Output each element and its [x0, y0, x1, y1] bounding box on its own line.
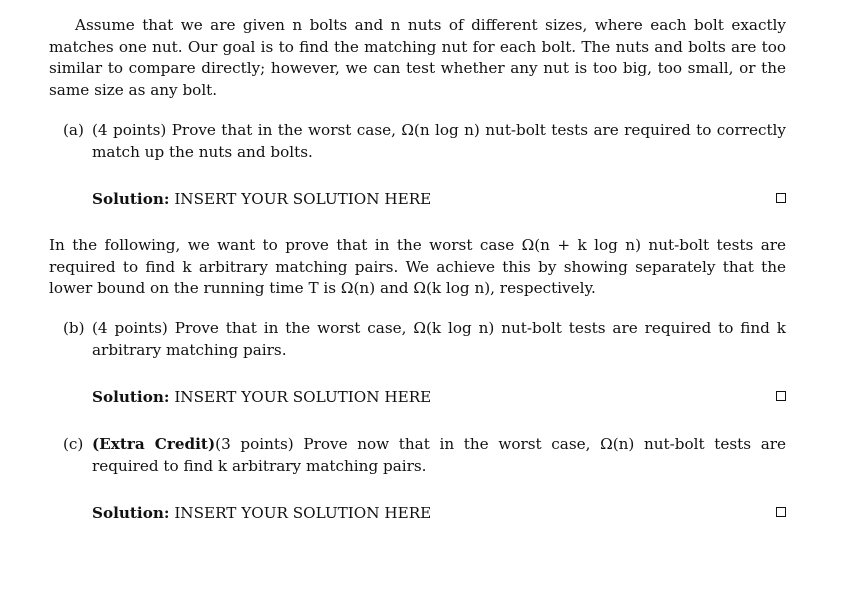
- part-c-text: (3 points) Prove now that in the worst case, Ω(n) nut-bolt tests are required to find k arbitrary matching pairs.: [92, 435, 786, 475]
- part-c-solution: [92, 502, 786, 524]
- part-b: [63, 318, 786, 361]
- part-b-solution-label: Solution:: [92, 388, 170, 406]
- part-b-solution: [92, 386, 786, 408]
- part-b-text: (4 points) Prove that in the worst case, Ω(k log n) nut-bolt tests are required to find k arbitrary matching pairs.: [92, 319, 786, 359]
- part-a: [63, 120, 786, 163]
- part-a-solution: [92, 188, 786, 210]
- qed-box-icon: [776, 507, 786, 517]
- part-b-label: (b): [63, 319, 85, 337]
- part-a-text: (4 points) Prove that in the worst case, Ω(n log n) nut-bolt tests are required to correctly match up the nuts and bolts.: [92, 121, 786, 161]
- part-b-solution-text[interactable]: INSERT YOUR SOLUTION HERE: [174, 388, 432, 406]
- part-c-body: [92, 434, 786, 477]
- part-c-solution-text[interactable]: INSERT YOUR SOLUTION HERE: [174, 504, 432, 522]
- part-c-solution-label: Solution:: [92, 504, 170, 522]
- part-a-solution-text[interactable]: INSERT YOUR SOLUTION HERE: [174, 190, 432, 208]
- part-c: [63, 434, 786, 477]
- part-a-solution-label: Solution:: [92, 190, 170, 208]
- middle-paragraph: In the following, we want to prove that in the worst case Ω(n + k log n) nut-bolt tests are required to find k arbitrary matching pairs. We achieve this by showing separately that the lower bound on the running time T is Ω(n) and Ω(k log n), respectively.: [49, 236, 786, 297]
- part-c-extra-credit: (Extra Credit): [92, 435, 216, 453]
- intro-paragraph: Assume that we are given n bolts and n nuts of different sizes, where each bolt exactly matches one nut. Our goal is to find the matching nut for each bolt. The nuts and bolts are too similar to compare directly; however, we can test whether any nut is too big, too small, or the same size as any bolt.: [49, 16, 786, 99]
- part-c-label: (c): [63, 435, 84, 453]
- qed-box-icon: [776, 391, 786, 401]
- part-a-label: (a): [63, 121, 84, 139]
- qed-box-icon: [776, 193, 786, 203]
